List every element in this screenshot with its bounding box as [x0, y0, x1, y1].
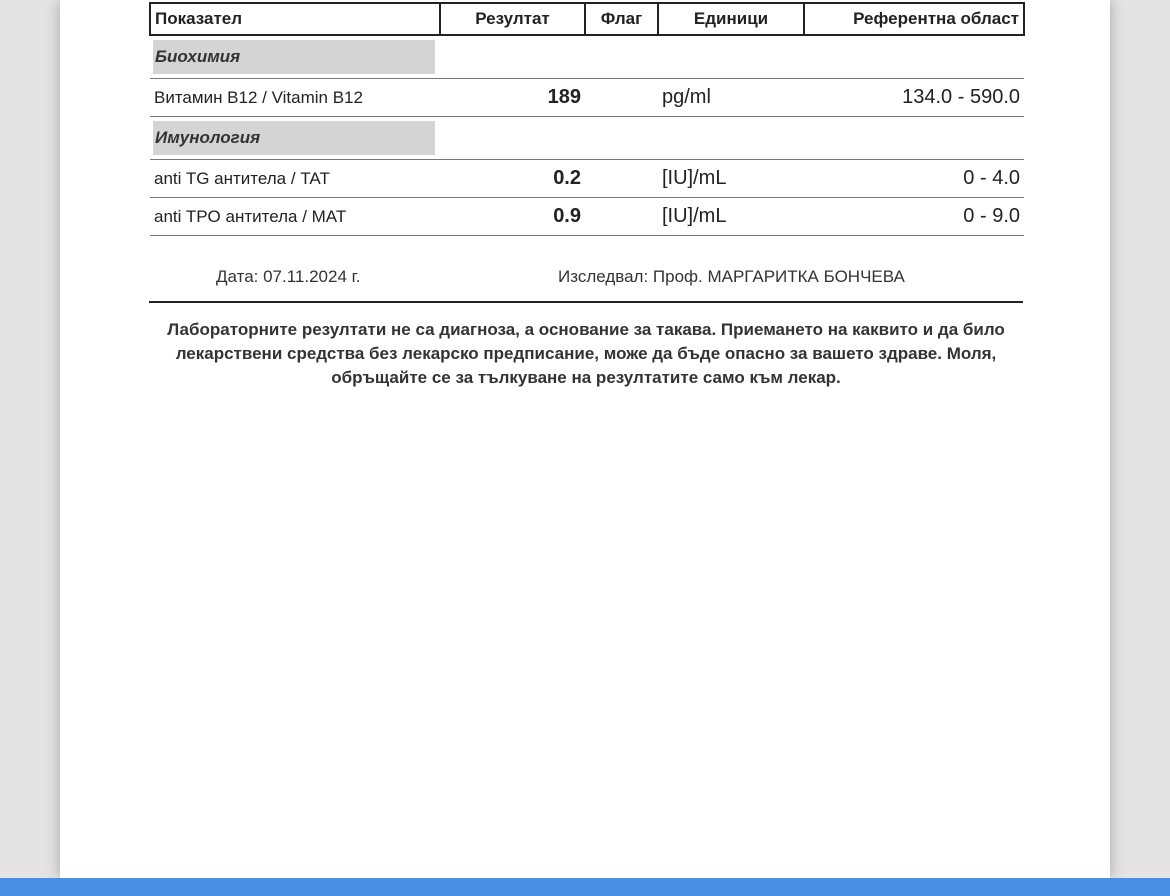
section-row-biochemistry — [150, 35, 1024, 79]
flag-value — [585, 160, 658, 198]
reference-range: 134.0 - 590.0 — [804, 79, 1024, 117]
units-value: [IU]/mL — [658, 198, 804, 236]
results-table — [149, 2, 1025, 236]
result-value: 0.2 — [440, 160, 585, 198]
section-title: Биохимия — [153, 40, 435, 74]
header-result: Резултат — [440, 3, 585, 35]
flag-value — [585, 198, 658, 236]
section-row-immunology — [150, 117, 1024, 160]
disclaimer-text: Лабораторните резултати не са диагноза, а основание за такава. Приемането на каквито и да било лекарствени средства без лекарско предписание, може да бъде опасно за вашето здраве. Моля, обръщайте се за тълкуване на резултатите само към лекар. — [167, 320, 1005, 387]
header-units: Единици — [658, 3, 804, 35]
reference-range: 0 - 9.0 — [804, 198, 1024, 236]
header-flag: Флаг — [585, 3, 658, 35]
result-value: 189 — [440, 79, 585, 117]
reference-range: 0 - 4.0 — [804, 160, 1024, 198]
signature-line — [149, 264, 1023, 292]
table-row — [150, 160, 1024, 198]
section-title: Имунология — [153, 121, 435, 155]
indicator-name: anti TPO антитела / MAT — [150, 198, 440, 236]
header-indicator: Показател — [150, 3, 440, 35]
header-reference: Референтна област — [804, 3, 1024, 35]
units-value: pg/ml — [658, 79, 804, 117]
divider — [149, 301, 1023, 303]
bottom-bar — [0, 878, 1170, 896]
table-row — [150, 79, 1024, 117]
table-row — [150, 198, 1024, 236]
examiner-name: Изследвал: Проф. МАРГАРИТКА БОНЧЕВА — [558, 267, 905, 286]
report-date: Дата: 07.11.2024 г. — [216, 267, 361, 286]
table-header-row — [150, 3, 1024, 35]
result-value: 0.9 — [440, 198, 585, 236]
indicator-name: anti TG антитела / TAT — [150, 160, 440, 198]
flag-value — [585, 79, 658, 117]
units-value: [IU]/mL — [658, 160, 804, 198]
indicator-name: Витамин B12 / Vitamin B12 — [150, 79, 440, 117]
